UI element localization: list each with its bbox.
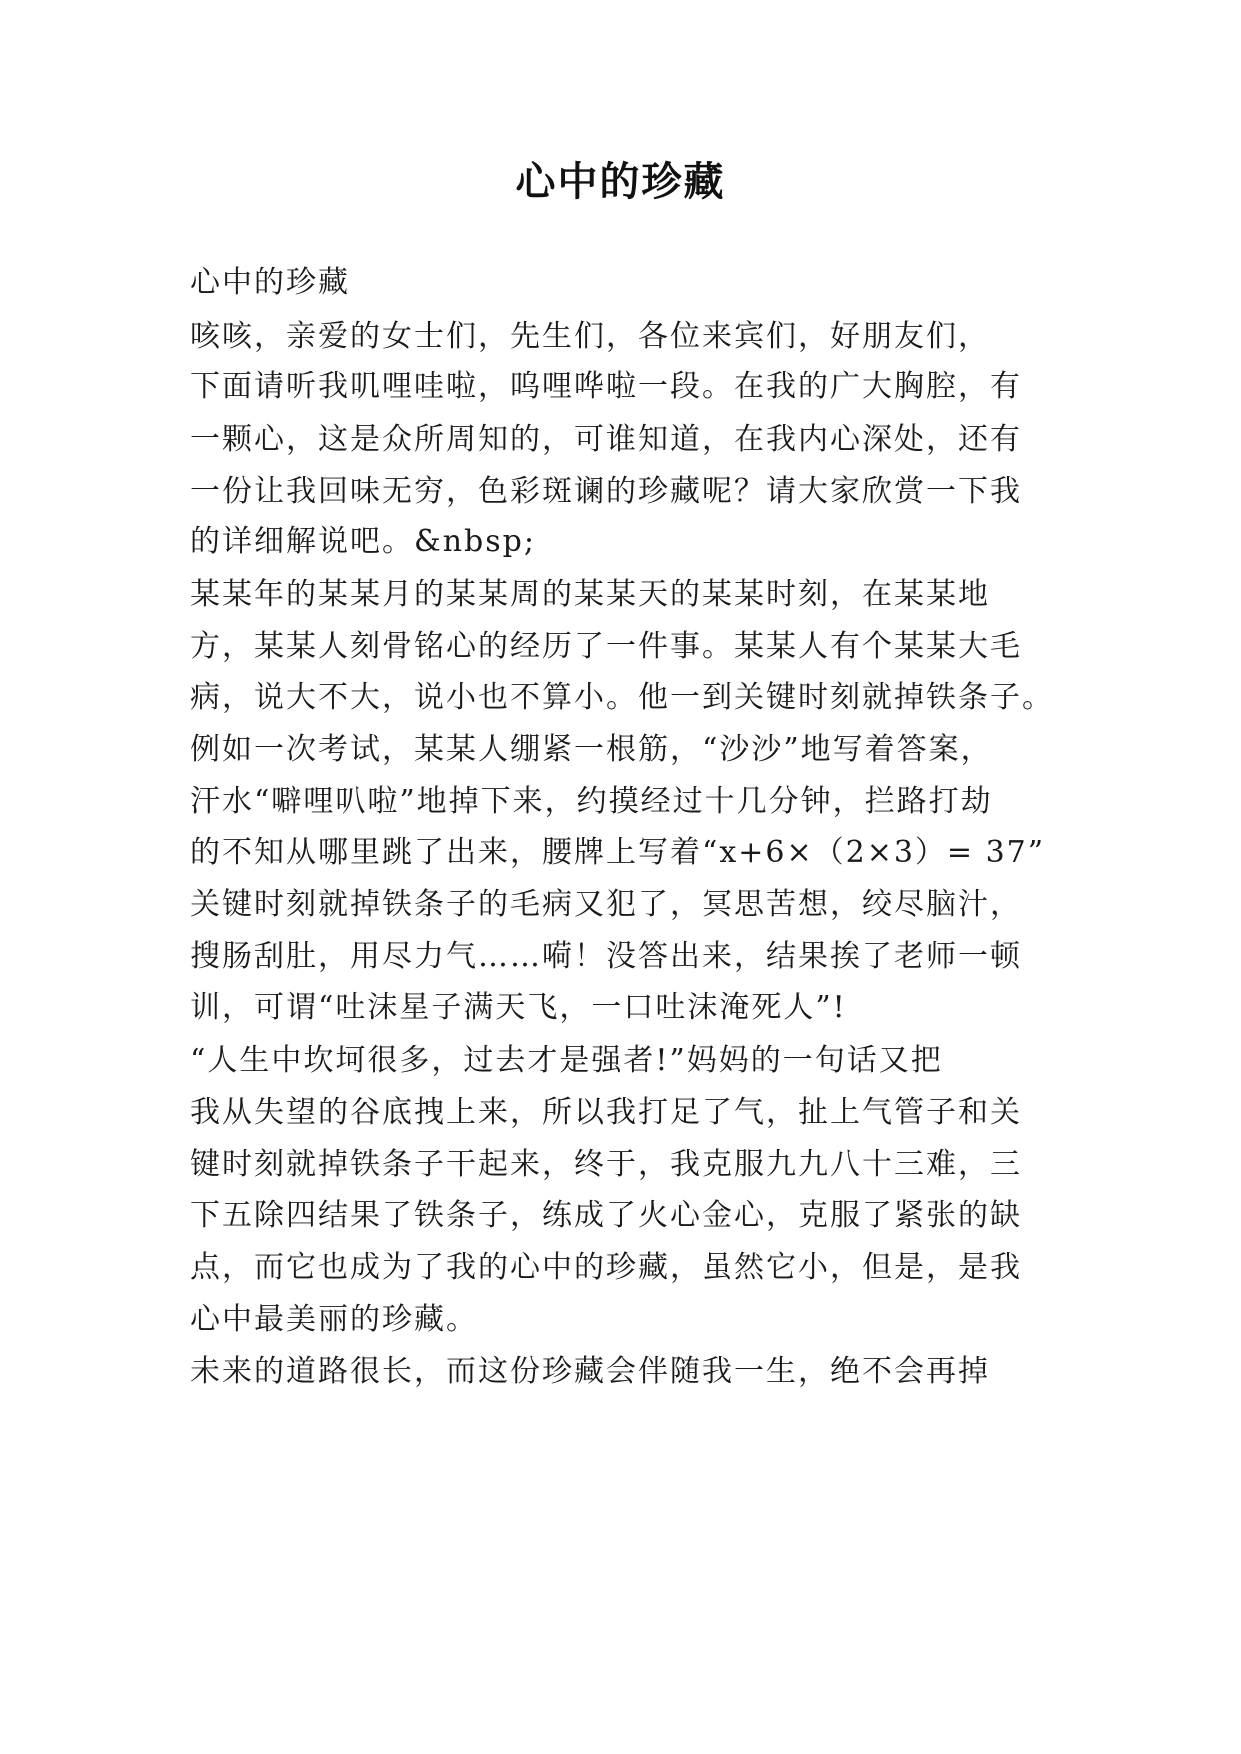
body-line: 点，而它也成为了我的心中的珍藏，虽然它小，但是，是我	[190, 1250, 1022, 1285]
body-line: 病，说大不大，说小也不算小。他一到关键时刻就掉铁条子。	[190, 680, 1054, 715]
body-line: 方，某某人刻骨铭心的经历了一件事。某某人有个某某大毛	[190, 629, 1022, 664]
body-line: 心中最美丽的珍藏。	[190, 1302, 478, 1337]
body-line: 心中的珍藏	[190, 265, 350, 300]
body-line: 的详细解说吧。&nbsp;	[190, 524, 536, 559]
body-line: 某某年的某某月的某某周的某某天的某某时刻，在某某地	[190, 577, 990, 612]
body-line: 键时刻就掉铁条子干起来，终于，我克服九九八十三难，三	[190, 1147, 1022, 1182]
body-line: 一份让我回味无穷，色彩斑谰的珍藏呢？请大家欣赏一下我	[190, 474, 1022, 509]
body-line: 关键时刻就掉铁条子的毛病又犯了，冥思苦想，绞尽脑汁，	[190, 887, 1022, 922]
body-line: 例如一次考试，某某人绷紧一根筋，“沙沙”地写着答案，	[190, 732, 993, 767]
body-line: 未来的道路很长，而这份珍藏会伴随我一生，绝不会再掉	[190, 1354, 990, 1389]
body-line: 训，可谓“吐沫星子满天飞，一口吐沫淹死人”!	[190, 990, 847, 1025]
body-line: 汗水“噼哩叭啦”地掉下来，约摸经过十几分钟，拦路打劫	[190, 784, 993, 819]
body-line: 咳咳，亲爱的女士们，先生们，各位来宾们，好朋友们，	[190, 319, 990, 354]
body-line: 我从失望的谷底拽上来，所以我打足了气，扯上气管子和关	[190, 1095, 1022, 1130]
body-line: 搜肠刮肚，用尽力气……嗬！没答出来，结果挨了老师一顿	[190, 939, 1022, 974]
body-line: “人生中坎坷很多，过去才是强者!”妈妈的一句话又把	[190, 1043, 943, 1078]
body-line: 的不知从哪里跳了出来，腰牌上写着“x+6×（2×3）= 37”	[190, 835, 1046, 870]
body-line: 一颗心，这是众所周知的，可谁知道，在我内心深处，还有	[190, 422, 1022, 457]
body-line: 下面请听我叽哩哇啦，呜哩哗啦一段。在我的广大胸腔，有	[190, 369, 1022, 404]
document-title: 心中的珍藏	[515, 158, 726, 205]
body-line: 下五除四结果了铁条子，练成了火心金心，克服了紧张的缺	[190, 1198, 1022, 1233]
